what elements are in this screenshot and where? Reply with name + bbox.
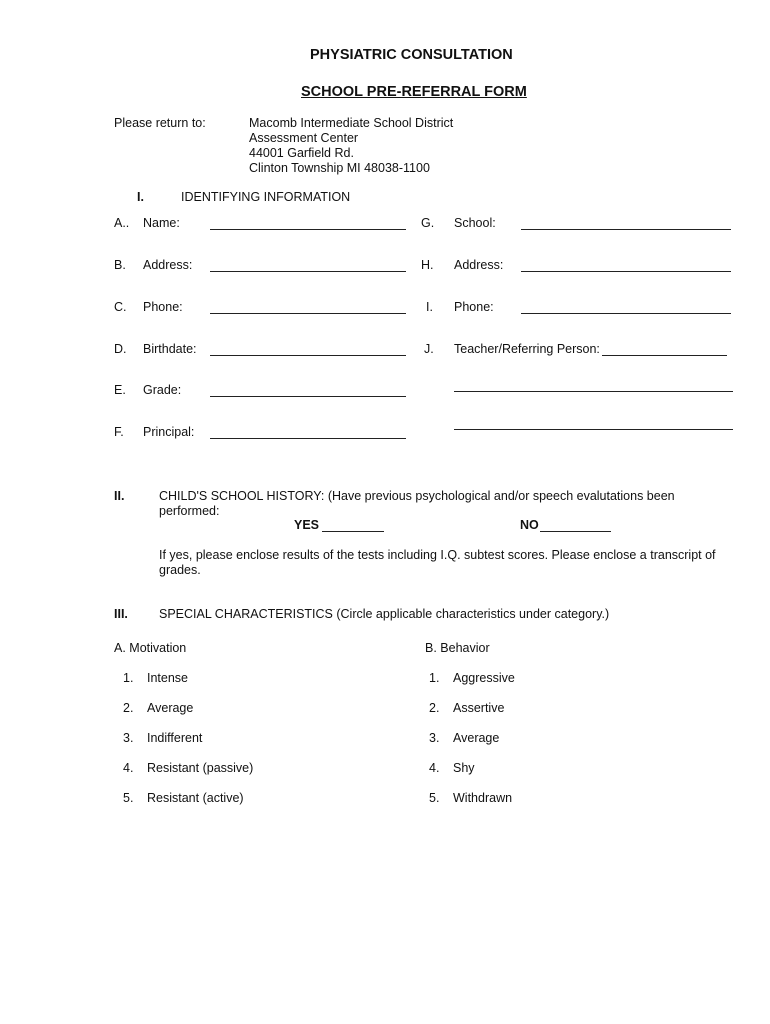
motivation-title: A. Motivation	[114, 641, 187, 655]
behavior-item-aggressive[interactable]: Aggressive	[453, 671, 515, 685]
field-label-school: School:	[454, 216, 496, 230]
school-address-input-line[interactable]	[521, 271, 731, 272]
field-label-principal: Principal:	[143, 425, 195, 439]
motivation-item-resistant-passive[interactable]: Resistant (passive)	[147, 761, 254, 775]
form-subtitle: SCHOOL PRE-REFERRAL FORM	[301, 84, 527, 100]
return-address-line-4: Clinton Township MI 48038-1100	[249, 161, 430, 175]
grade-input-line[interactable]	[210, 396, 406, 397]
field-letter-g: G.	[421, 216, 435, 230]
yes-label: YES	[294, 518, 320, 532]
school-phone-input-line[interactable]	[521, 313, 731, 314]
section-1-heading: IDENTIFYING INFORMATION	[181, 190, 351, 204]
field-letter-j: J.	[424, 342, 434, 356]
section-2-heading-line-1: CHILD'S SCHOOL HISTORY: (Have previous psychological and/or speech evalutations been	[159, 489, 675, 503]
motivation-num-1: 1.	[123, 671, 134, 685]
behavior-num-1: 1.	[429, 671, 440, 685]
field-letter-d: D.	[114, 342, 127, 356]
section-1-number: I.	[137, 190, 144, 204]
field-label-birthdate: Birthdate:	[143, 342, 197, 356]
address-input-line[interactable]	[210, 271, 406, 272]
behavior-num-3: 3.	[429, 731, 440, 745]
motivation-num-3: 3.	[123, 731, 134, 745]
motivation-item-indifferent[interactable]: Indifferent	[147, 731, 203, 745]
phone-input-line[interactable]	[210, 313, 406, 314]
motivation-item-resistant-active[interactable]: Resistant (active)	[147, 791, 244, 805]
behavior-num-2: 2.	[429, 701, 440, 715]
field-label-name: Name:	[143, 216, 180, 230]
field-letter-b: B.	[114, 258, 126, 272]
behavior-item-average[interactable]: Average	[453, 731, 500, 745]
field-letter-f: F.	[114, 425, 124, 439]
behavior-num-4: 4.	[429, 761, 440, 775]
field-letter-h: H.	[421, 258, 434, 272]
no-input-line[interactable]	[540, 531, 611, 532]
field-label-phone: Phone:	[143, 300, 183, 314]
behavior-item-assertive[interactable]: Assertive	[453, 701, 505, 715]
return-address-line-3: 44001 Garfield Rd.	[249, 146, 354, 160]
teacher-input-line[interactable]	[602, 355, 727, 356]
section-2-number: II.	[114, 489, 125, 503]
field-letter-i: I.	[426, 300, 433, 314]
field-label-school-address: Address:	[454, 258, 504, 272]
field-label-grade: Grade:	[143, 383, 182, 397]
field-letter-e: E.	[114, 383, 126, 397]
section-3-heading: SPECIAL CHARACTERISTICS (Circle applicable characteristics under category.)	[159, 607, 610, 621]
motivation-item-intense[interactable]: Intense	[147, 671, 189, 685]
school-input-line[interactable]	[521, 229, 731, 230]
field-label-teacher: Teacher/Referring Person:	[454, 342, 600, 356]
field-label-school-phone: Phone:	[454, 300, 494, 314]
field-letter-c: C.	[114, 300, 127, 314]
name-input-line[interactable]	[210, 229, 406, 230]
motivation-num-4: 4.	[123, 761, 134, 775]
behavior-num-5: 5.	[429, 791, 440, 805]
motivation-item-average[interactable]: Average	[147, 701, 194, 715]
no-label: NO	[520, 518, 539, 532]
return-address-line-2: Assessment Center	[249, 131, 359, 145]
section-3-number: III.	[114, 607, 128, 621]
behavior-item-withdrawn[interactable]: Withdrawn	[453, 791, 513, 805]
teacher-extra-line-2[interactable]	[454, 429, 733, 430]
return-to-label: Please return to:	[114, 116, 206, 130]
behavior-item-shy[interactable]: Shy	[453, 761, 475, 775]
section-2-note-line-1: If yes, please enclose results of the tests including I.Q. subtest scores. Please enclose a transcript of	[159, 548, 716, 562]
motivation-num-5: 5.	[123, 791, 134, 805]
principal-input-line[interactable]	[210, 438, 406, 439]
return-address-line-1: Macomb Intermediate School District	[249, 116, 454, 130]
section-2-heading-line-2: performed:	[159, 504, 220, 518]
form-title: PHYSIATRIC CONSULTATION	[310, 47, 513, 63]
section-2-note-line-2: grades.	[159, 563, 201, 577]
birthdate-input-line[interactable]	[210, 355, 406, 356]
field-letter-a: A..	[114, 216, 130, 230]
behavior-title: B. Behavior	[425, 641, 490, 655]
motivation-num-2: 2.	[123, 701, 134, 715]
field-label-address: Address:	[143, 258, 193, 272]
yes-input-line[interactable]	[322, 531, 384, 532]
teacher-extra-line-1[interactable]	[454, 391, 733, 392]
